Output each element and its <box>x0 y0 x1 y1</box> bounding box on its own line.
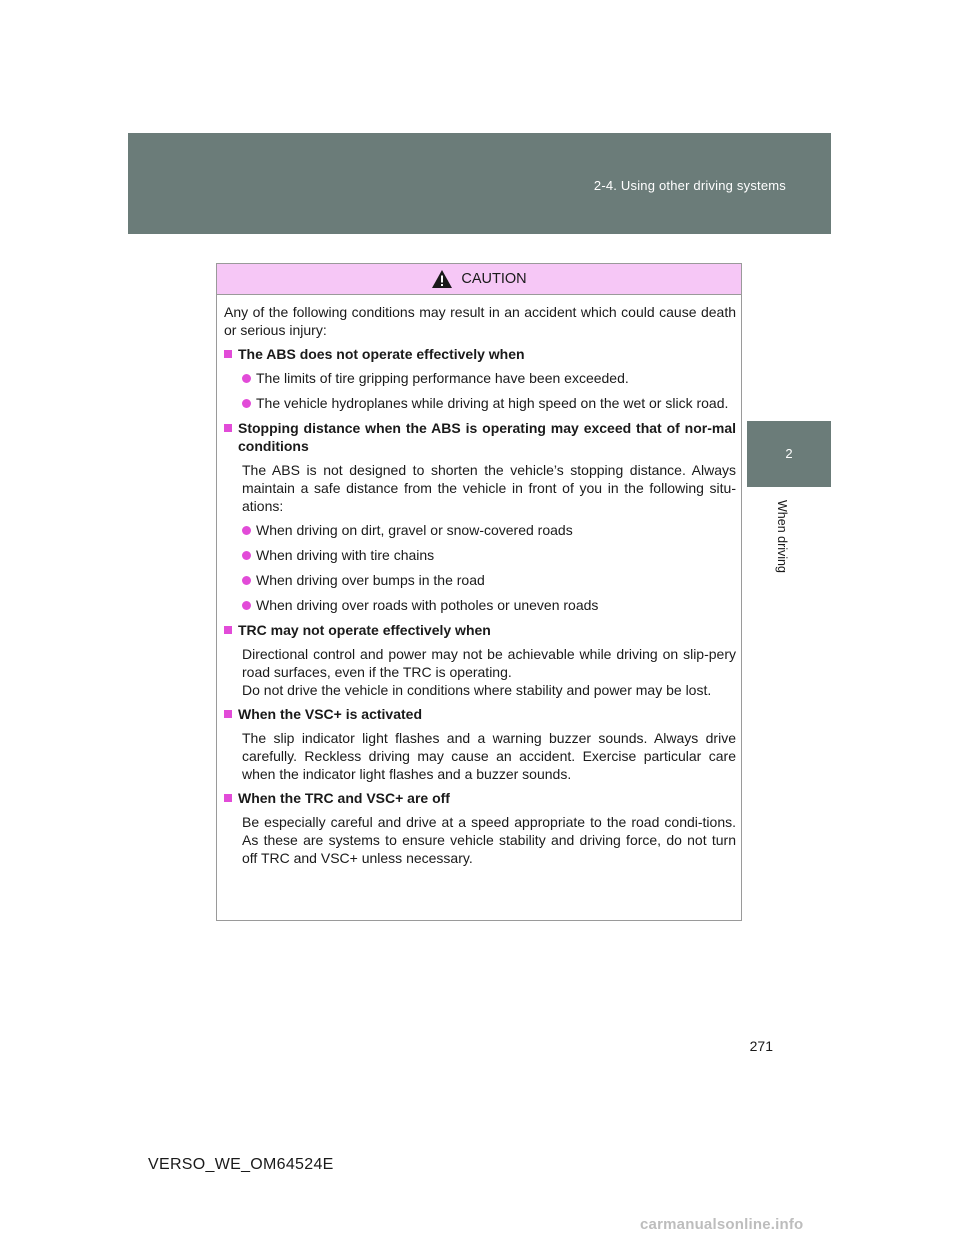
square-bullet-icon <box>224 710 232 718</box>
watermark-text: carmanualsonline.info <box>640 1216 804 1233</box>
caution-body <box>217 295 741 867</box>
section-text: Directional control and power may not be achievable while driving on slip-pery road surfaces, even if the TRC is operating. <box>242 646 736 680</box>
section-text: Do not drive the vehicle in conditions where stability and power may be lost. <box>242 682 712 698</box>
dot-bullet-icon <box>242 374 251 383</box>
dot-bullet-icon <box>242 526 251 535</box>
caution-header <box>217 264 741 295</box>
list-item: The limits of tire gripping performance have been exceeded. <box>224 369 736 387</box>
section-heading-abs: The ABS does not operate effectively when <box>224 345 736 363</box>
chapter-tab <box>747 421 831 487</box>
section-title: 2-4. Using other driving systems <box>593 178 786 193</box>
list-item: When driving over bumps in the road <box>224 571 736 589</box>
section-heading-trc-vsc-off: When the TRC and VSC+ are off <box>224 789 736 807</box>
caution-box <box>216 263 742 921</box>
dot-bullet-icon <box>242 399 251 408</box>
section-heading-vsc-activated: When the VSC+ is activated <box>224 705 736 723</box>
document-code: VERSO_WE_OM64524E <box>148 1156 334 1173</box>
list-item: When driving with tire chains <box>224 546 736 564</box>
section-text: The slip indicator light flashes and a warning buzzer sounds. Always drive carefully. Reckless driving may cause an accident. Exercise particular care when the indicator light flashes and a buzzer sounds. <box>242 730 736 782</box>
list-item: When driving over roads with potholes or uneven roads <box>224 596 736 614</box>
list-item: When driving on dirt, gravel or snow-covered roads <box>224 521 736 539</box>
dot-bullet-icon <box>242 601 251 610</box>
square-bullet-icon <box>224 424 232 432</box>
square-bullet-icon <box>224 794 232 802</box>
section-header-bar <box>128 133 831 234</box>
list-item: The vehicle hydroplanes while driving at high speed on the wet or slick road. <box>224 394 736 412</box>
chapter-number: 2 <box>785 446 793 461</box>
warning-triangle-icon <box>431 269 453 289</box>
caution-title: CAUTION <box>461 271 527 287</box>
section-text: Be especially careful and drive at a speed appropriate to the road condi-tions. As these are systems to ensure vehicle stability and driving force, do not turn off TRC and VSC+ unless necessary. <box>242 814 736 866</box>
caution-intro: Any of the following conditions may result in an accident which could cause death or serious injury: <box>224 304 736 338</box>
page-number: 271 <box>749 1038 773 1054</box>
dot-bullet-icon <box>242 551 251 560</box>
square-bullet-icon <box>224 350 232 358</box>
chapter-label: When driving <box>775 500 789 573</box>
section-heading-trc: TRC may not operate effectively when <box>224 621 736 639</box>
section-heading-stopping-distance: Stopping distance when the ABS is operating may exceed that of nor-mal conditions <box>224 419 736 455</box>
dot-bullet-icon <box>242 576 251 585</box>
square-bullet-icon <box>224 626 232 634</box>
section-text: The ABS is not designed to shorten the vehicle’s stopping distance. Always maintain a safe distance from the vehicle in front of you in the following situ-ations: <box>242 462 736 514</box>
